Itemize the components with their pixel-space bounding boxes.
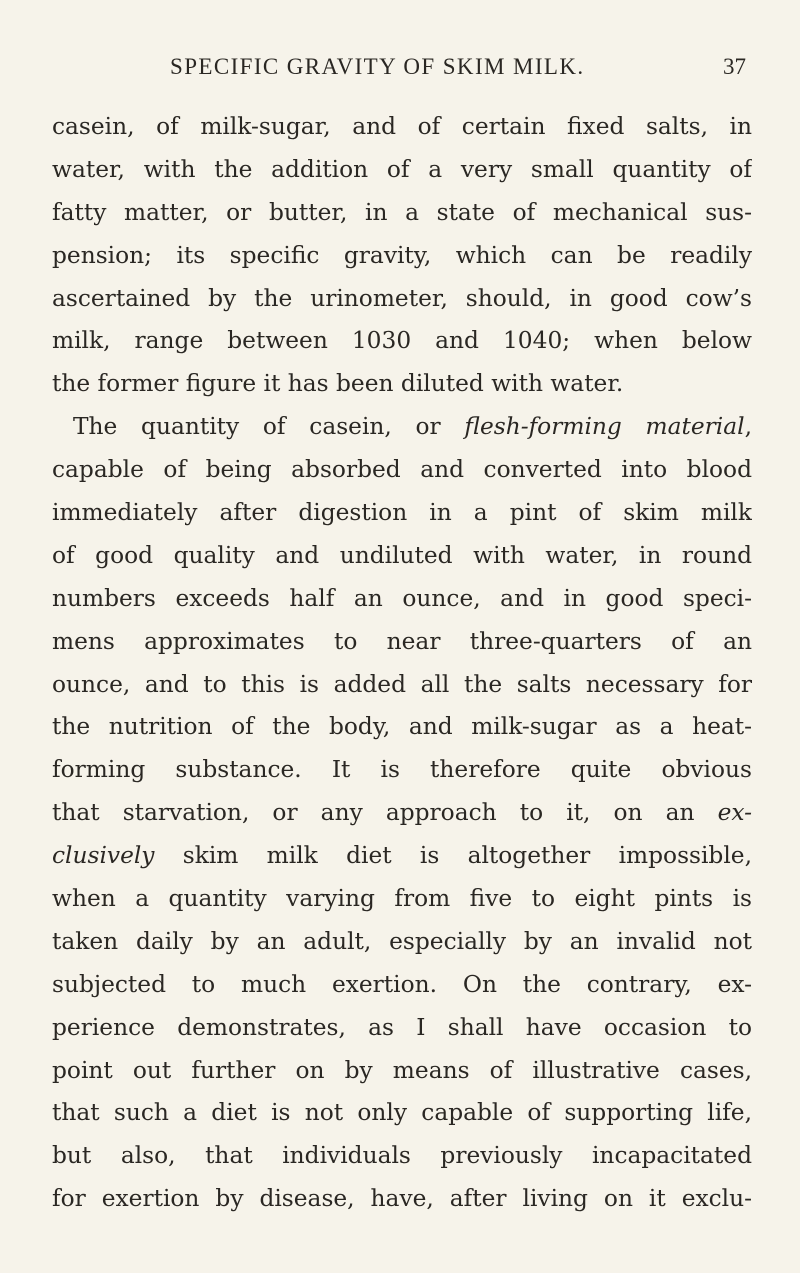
text-line: for exertion by disease, have, after living on it exclu- [52, 1185, 752, 1213]
text-line: of good quality and undiluted with water, in round [52, 541, 752, 569]
text-line [52, 792, 752, 835]
text-line [52, 835, 752, 878]
text-run: that starvation, or any approach to it, on an [52, 799, 718, 827]
text-run: skim milk diet is altogether impossible, [154, 842, 752, 870]
text-line: that such a diet is not only capable of supporting life, [52, 1099, 752, 1127]
text-line: point out further on by means of illustrative cases, [52, 1056, 752, 1084]
text-line [52, 406, 752, 449]
text-line: the former figure it has been diluted with water. [52, 370, 624, 398]
text-line: subjected to much exertion. On the contrary, ex- [52, 970, 752, 998]
running-head-title: SPECIFIC GRAVITY OF SKIM MILK. [170, 54, 585, 79]
text-line: water, with the addition of a very small quantity of [52, 155, 752, 183]
text-line: forming substance. It is therefore quite obvious [52, 756, 752, 784]
text-line: immediately after digestion in a pint of skim milk [52, 499, 752, 527]
text-line: ounce, and to this is added all the salts necessary for [52, 670, 752, 698]
body-text [52, 106, 752, 1221]
text-line: capable of being absorbed and converted into blood [52, 456, 752, 484]
text-line: taken daily by an adult, especially by an invalid not [52, 927, 752, 955]
text-line: numbers exceeds half an ounce, and in good speci- [52, 584, 752, 612]
text-line: milk, range between 1030 and 1040; when below [52, 327, 752, 355]
text-run: , [744, 413, 752, 441]
running-head [52, 54, 752, 94]
text-line: pension; its specific gravity, which can be readily [52, 241, 752, 269]
italic-text: clusively [52, 842, 155, 870]
text-line: mens approximates to near three-quarters of an [52, 627, 752, 655]
text-line: fatty matter, or butter, in a state of mechanical sus- [52, 198, 752, 226]
text-line: the nutrition of the body, and milk-sugar as a heat- [52, 713, 752, 741]
text-line: when a quantity varying from five to eight pints is [52, 885, 752, 913]
page-number: 37 [723, 54, 746, 79]
text-run: The quantity of casein, or [73, 413, 465, 441]
text-line: but also, that individuals previously incapacitated [52, 1142, 752, 1170]
italic-text: ex- [717, 799, 752, 827]
italic-text: flesh-forming material [464, 413, 745, 441]
text-line: ascertained by the urinometer, should, in good cow’s [52, 284, 752, 312]
text-line: casein, of milk-sugar, and of certain fixed salts, in [52, 113, 752, 140]
text-line: perience demonstrates, as I shall have occasion to [52, 1013, 752, 1041]
